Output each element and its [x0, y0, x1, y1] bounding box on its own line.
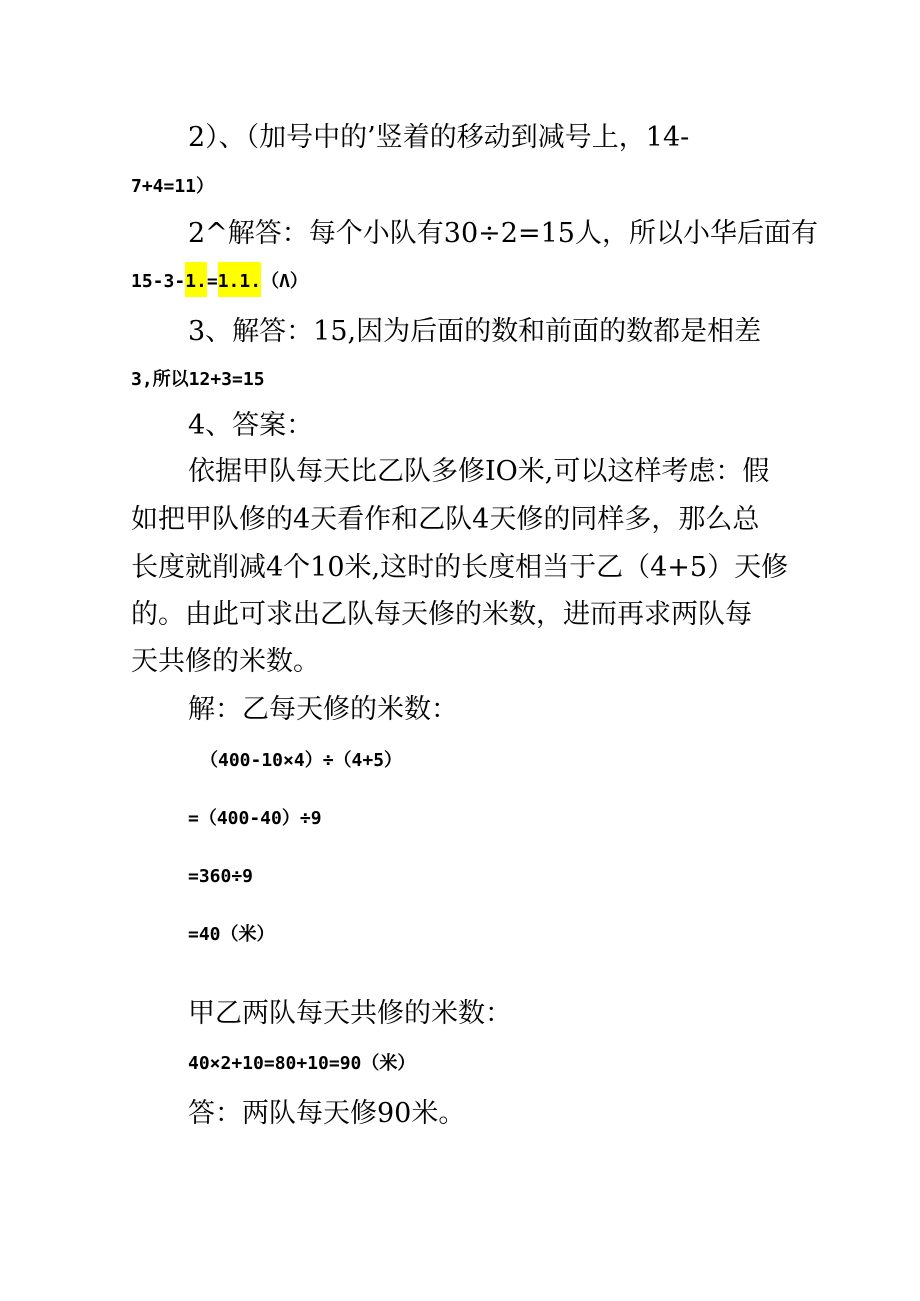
- text-line-10: [131, 554, 788, 581]
- line-5-text: 3、解答：15,因为后面的数和前面的数都是相差: [188, 316, 762, 347]
- line-18-text: 甲乙两队每天共修的米数：: [188, 998, 512, 1029]
- text-line-20: [188, 1100, 465, 1127]
- equation-line-4: [188, 926, 275, 944]
- highlight-1: 1.: [185, 262, 207, 297]
- text-line-4: [131, 262, 308, 297]
- equation-5-text: 40×2+10=80+10=90（米）: [188, 1053, 416, 1074]
- text-line-12: [131, 648, 320, 675]
- line-20-text: 答：两队每天修90米。: [188, 1098, 466, 1129]
- equation-line-5: [188, 1055, 415, 1073]
- text-line-11: [131, 601, 752, 628]
- text-line-1: [188, 124, 689, 151]
- text-line-8: [188, 458, 769, 485]
- line-9-text: 如把甲队修的4天看作和乙队4天修的同样多，那么总: [131, 504, 760, 535]
- equation-line-1: [200, 752, 402, 770]
- line-10-text: 长度就削减4个10米,这时的长度相当于乙（4+5）天修: [131, 552, 789, 583]
- equation-3-text: =360÷9: [188, 866, 254, 887]
- line-4-text-b: =: [206, 271, 218, 292]
- highlight-2: 1.1.: [218, 262, 261, 297]
- text-line-13: [188, 696, 458, 723]
- line-11-text: 的。由此可求出乙队每天修的米数，进而再求两队每: [131, 599, 752, 630]
- text-line-2: [131, 178, 214, 196]
- line-2-text: 7+4=11）: [131, 176, 215, 197]
- text-line-6: [131, 371, 265, 389]
- text-line-3: [188, 220, 818, 247]
- line-13-text: 解：乙每天修的米数：: [188, 694, 458, 725]
- equation-4-text: =40（米）: [188, 924, 275, 945]
- text-line-18: [188, 1000, 512, 1027]
- text-line-5: [188, 318, 761, 345]
- equation-1-text: （400-10×4）÷（4+5）: [200, 750, 403, 771]
- line-12-text: 天共修的米数。: [131, 646, 320, 677]
- line-4-text-a: 15-3-: [131, 271, 186, 292]
- equation-line-2: [188, 810, 322, 828]
- line-8-text: 依据甲队每天比乙队多修IO米,可以这样考虑：假: [188, 456, 770, 487]
- line-1-text: 2）、（加号中的’竖着的移动到减号上，14-: [188, 122, 690, 153]
- line-4-text-c: （Λ）: [261, 271, 308, 292]
- equation-line-3: [188, 868, 253, 886]
- text-line-9: [131, 506, 759, 533]
- text-line-7: [188, 412, 313, 439]
- line-7-text: 4、答案：: [188, 410, 314, 441]
- equation-2-text: =（400-40）÷9: [188, 808, 322, 829]
- line-6-text: 3,所以12+3=15: [131, 369, 265, 390]
- line-3-text: 2^解答：每个小队有30÷2=15人，所以小华后面有: [188, 218, 818, 249]
